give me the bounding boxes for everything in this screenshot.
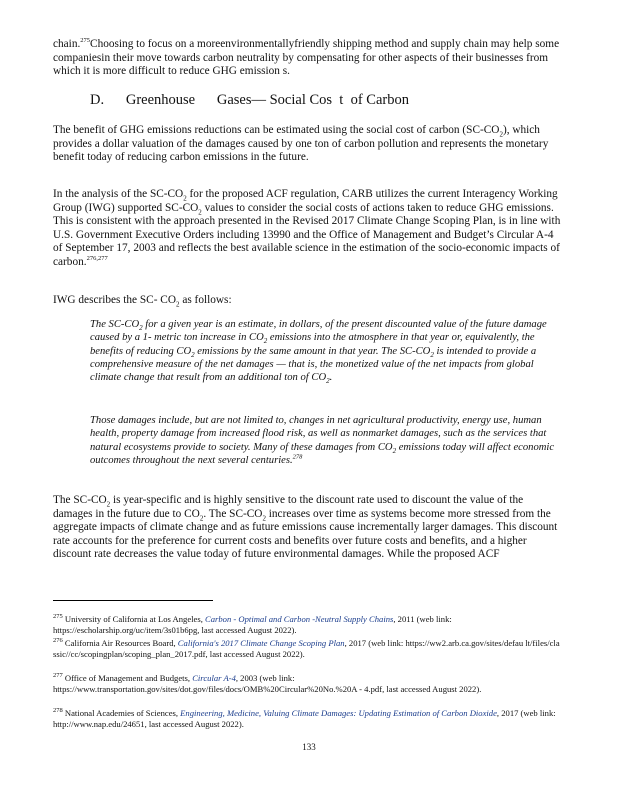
paragraph-benefit: [53, 124, 563, 165]
text-run: emissions by the same amount in that year. The SC-CO: [194, 345, 431, 357]
subscript: 2: [499, 130, 503, 139]
text-run: In the analysis of the SC-CO: [53, 188, 184, 200]
text-run: increases over time as systems become more stressed from the aggregate impacts of climate change and as future emissions cause incrementally larger damages. This discount rate accounts for the preference for current costs and benefits over future costs and benefits, and a higher discount rate decreases the value today of future environmental damages. While the proposed ACF: [53, 507, 558, 560]
footnote-275: [53, 614, 563, 635]
text-run: ), which provides a dollar valuation of the damages caused by one ton of carbon pollution and represents the monetary benefit today of reducing carbon emissions in the future.: [53, 124, 549, 163]
footnote-number: 277: [53, 672, 63, 680]
section-title: Greenhouse Gases— Social Cos t of Carbon: [125, 92, 409, 108]
text-run: Choosing to focus on a moreenvironmentallyfriendly shipping method and supply chain may help some companiesin their move towards carbon neutrality by compensating for other aspects of their businesses from which it is more difficult to reduce GHG emission s.: [53, 38, 560, 77]
text-run: for the proposed ACF regulation, CARB utilizes the current Interagency Working Group (IWG) supported SC-CO: [53, 188, 558, 214]
footnote-276: [53, 638, 563, 659]
text-run: . The SC-CO: [203, 507, 263, 520]
subscript: 2: [198, 207, 202, 216]
subscript: 2: [176, 300, 180, 309]
footnote-number: 276: [53, 637, 63, 645]
paragraph-iwg: [53, 294, 563, 308]
footnote-text: Office of Management and Budgets,: [62, 673, 193, 683]
footnote-link[interactable]: Carbon - Optimal and Carbon -Neutral Supply Chains: [205, 614, 394, 624]
footnote-text: , 2017 (web link: https://ww2.arb.ca.gov/sites/defau lt/files/cla ssic//cc/scopingplan/scoping_plan_2017.pdf, last accessed August 2022).: [53, 638, 560, 659]
footnote-text: University of California at Los Angeles,: [62, 614, 205, 624]
subscript: 2: [326, 377, 330, 386]
footnote-277: [53, 673, 563, 694]
subscript: 2: [430, 350, 434, 359]
page-number: 133: [302, 742, 316, 752]
text-run: .: [329, 372, 333, 384]
section-letter: D.: [90, 92, 105, 108]
footnote-ref-275[interactable]: 275: [80, 37, 91, 45]
footnote-link[interactable]: Circular A-4: [192, 673, 236, 683]
block-quote-2: [90, 414, 562, 467]
text-run: is year-specific and is highly sensitive to the discount rate used to discount the value of the damages in the future due to CO: [53, 494, 524, 520]
subscript: 2: [139, 324, 143, 333]
footnote-link[interactable]: Engineering, Medicine, Valuing Climate Damages: Updating Estimation of Carbon Dioxide: [180, 708, 497, 718]
subscript: 2: [263, 337, 268, 346]
footnote-link[interactable]: California's 2017 Climate Change Scoping Plan: [177, 638, 345, 648]
footnote-number: 275: [53, 613, 63, 621]
paragraph-analysis: [53, 188, 563, 269]
subscript: 2: [191, 350, 195, 359]
footnote-text: California Air Resources Board,: [62, 638, 178, 648]
footnote-text: , 2017 (web link: http://www.nap.edu/24651, last accessed August 2022).: [53, 708, 556, 729]
text-run: IWG describes the SC- CO: [53, 294, 176, 306]
text-run: Those damages include, but are not limited to, changes in net agricultural productivity, energy use, human health, property damage from increased flood risk, as well as nonmarket damages, such as the services that natural ecosystems provide to society. Many of these damages from CO: [90, 415, 547, 453]
subscript: 2: [392, 446, 397, 455]
text-run: for a given year is an estimate, in dollars, of the present discounted value of the future damage caused by a 1- metric ton increase in CO: [90, 319, 547, 344]
paragraph-discount: [53, 494, 563, 562]
paragraph-intro: [53, 38, 563, 79]
footnote-ref-278[interactable]: 278: [292, 453, 303, 461]
subscript: 2: [106, 500, 111, 509]
footnote-278: [53, 708, 563, 729]
text-run: emissions today will affect economic outcomes throughout the next several centuries.: [90, 441, 555, 466]
text-run: as follows:: [179, 294, 232, 306]
text-run: emissions into the atmosphere in that year or, equivalently, the benefits of reducing CO: [90, 332, 535, 357]
footnote-text: , 2003 (web link: https://www.transportation.gov/sites/dot.gov/files/docs/OMB%20Circular%20No.%20A - 4.pdf, last accessed August 2022).: [53, 673, 482, 694]
footnote-text: National Academies of Sciences,: [62, 708, 181, 718]
block-quote-1: [90, 318, 562, 384]
text-run: is intended to provide a comprehensive measure of the net damages — that is, the monetized value of the net impacts from global climate change that result from an additional ton of CO: [90, 345, 537, 384]
text-run: values to consider the social costs of actions taken to reduce GHG emissions. This is consistent with the approach presented in the Revised 2017 Climate Change Scoping Plan, is in line with U.S. Government Executive Orders including 13990 and the Office of Management and Budget’s Circular A-4 of September 17, 2003 and reflects the best available science in the estimation of the socio-economic impacts of carbon.: [53, 201, 561, 268]
footnote-text: , 2011 (web link: https://escholarship.org/uc/item/3s01b6pg, last accessed August 2022).: [53, 614, 452, 635]
text-run: The SC-CO: [53, 494, 107, 506]
text-run: The benefit of GHG emissions reductions can be estimated using the social cost of carbon (SC-CO: [53, 124, 500, 136]
subscript: 2: [183, 194, 187, 203]
footnote-ref-276-277[interactable]: 276,277: [86, 254, 108, 262]
text-run: chain.: [53, 38, 81, 50]
footnote-number: 278: [53, 707, 63, 715]
footnote-separator: [53, 600, 213, 601]
section-heading: [90, 92, 409, 109]
subscript: 2: [199, 513, 204, 522]
subscript: 2: [262, 513, 266, 522]
text-run: The SC-CO: [90, 319, 140, 330]
